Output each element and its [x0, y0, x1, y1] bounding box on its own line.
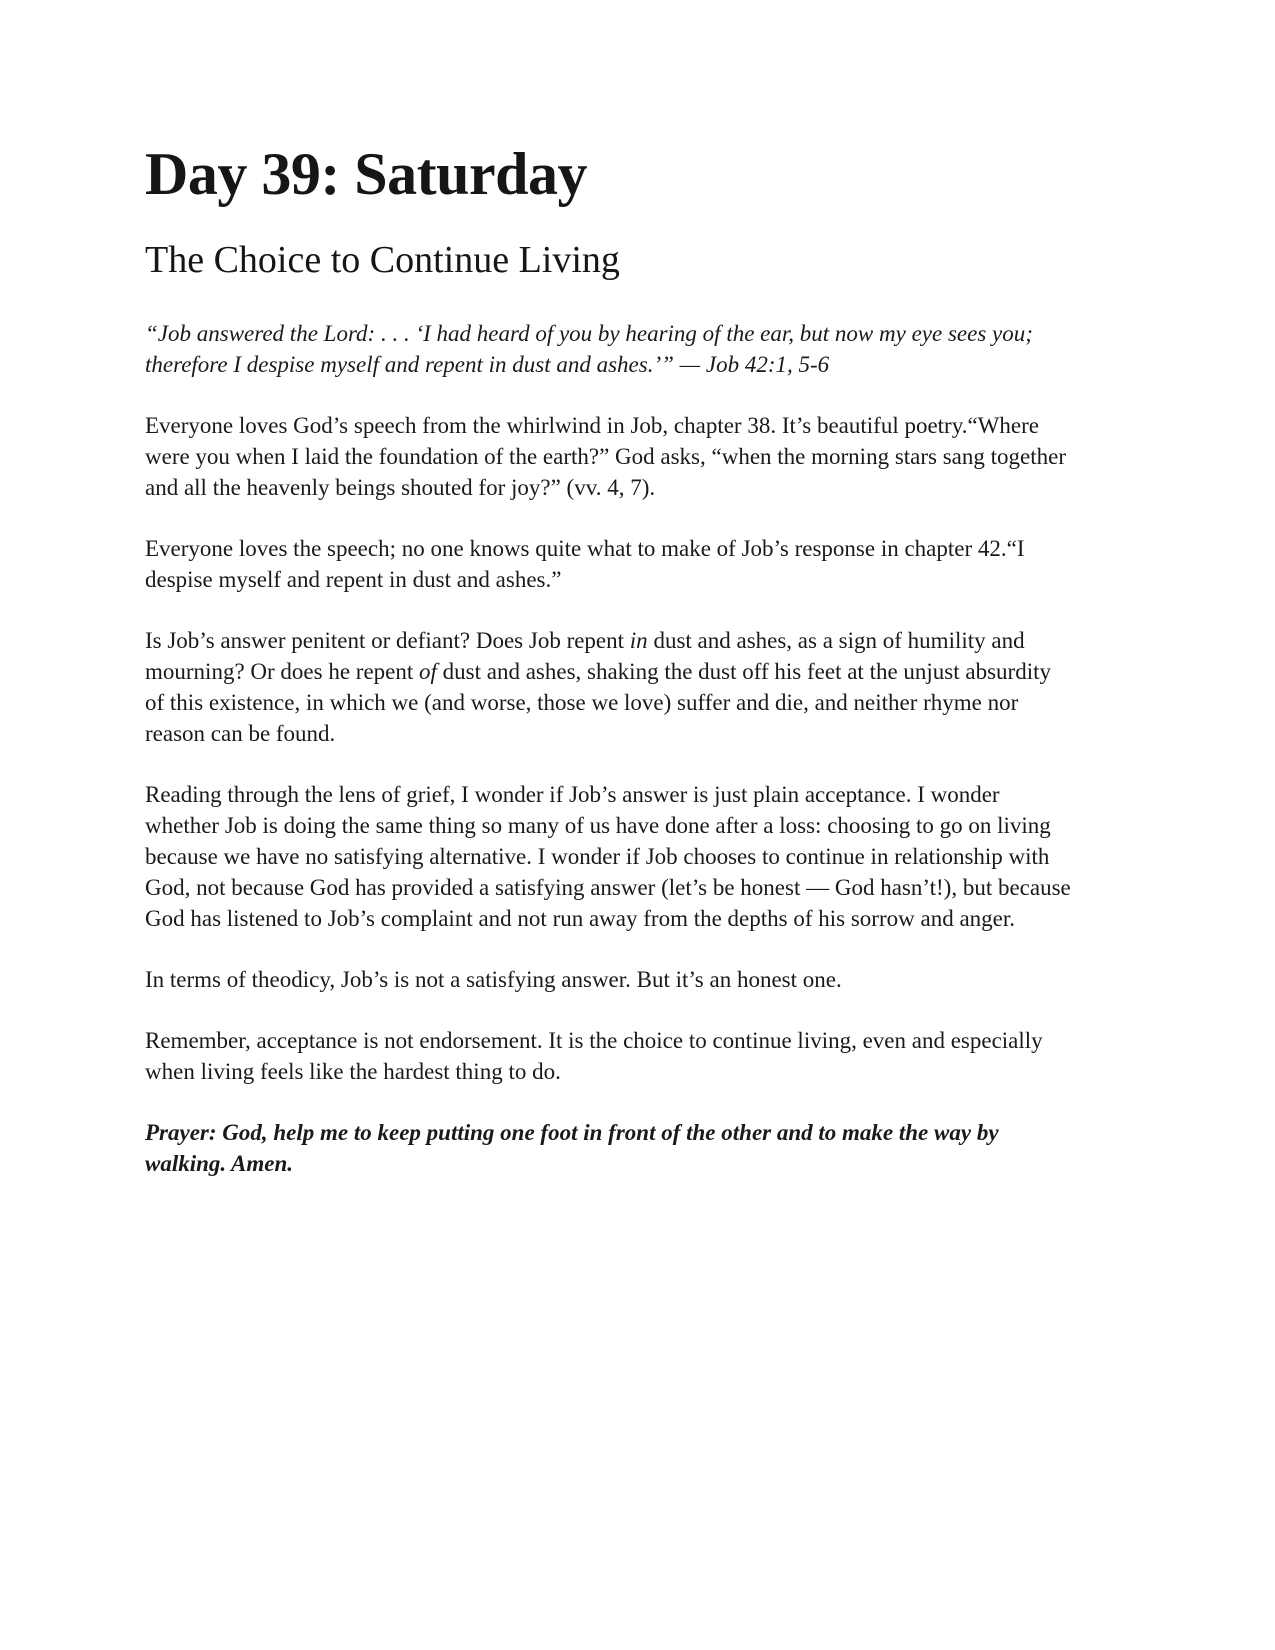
scripture-epigraph: “Job answered the Lord: . . . ‘I had heard of you by hearing of the ear, but now my eye sees you; therefore I despise myself and repent in dust and ashes.’” — Job 42:1, 5-6	[145, 320, 1033, 377]
body-paragraph-4: Reading through the lens of grief, I wonder if Job’s answer is just plain acceptance. I wonder whether Job is doing the same thing so many of us have done after a loss: choosing to go on living because we have no satisfying alternative. I wonder if Job chooses to continue in relationship with God, not because God has provided a satisfying answer (let’s be honest — God hasn’t!), but because God has listened to Job’s complaint and not run away from the depths of his sorrow and anger.	[145, 781, 1071, 931]
page-title: Day 39: Saturday	[145, 141, 588, 207]
body-paragraph-6: Remember, acceptance is not endorsement. It is the choice to continue living, even and especially when living feels like the hardest thing to do.	[145, 1027, 1043, 1084]
body-paragraph-2: Everyone loves the speech; no one knows quite what to make of Job’s response in chapter 42.“I despise myself and repent in dust and ashes.”	[145, 535, 1025, 592]
prayer-paragraph: Prayer: God, help me to keep putting one foot in front of the other and to make the way by walking. Amen.	[145, 1119, 999, 1176]
paragraph-text: Is Job’s answer penitent or defiant? Does Job repent	[145, 627, 630, 653]
section-subtitle: The Choice to Continue Living	[145, 239, 620, 281]
body-paragraph-3	[145, 625, 1075, 749]
emphasized-word-in: in	[629, 627, 648, 653]
paragraph-text: dust and ashes, shaking the dust off his feet at the unjust absurdity of this existence, in which we (and worse, those we love) suffer and die, and neither rhyme nor reason can be found.	[145, 658, 1051, 746]
paragraph-text: dust and ashes, as a sign of humility and mourning? Or does he repent	[145, 627, 1025, 684]
body-paragraph-5: In terms of theodicy, Job’s is not a satisfying answer. But it’s an honest one.	[145, 966, 842, 992]
body-paragraph-1: Everyone loves God’s speech from the whirlwind in Job, chapter 38. It’s beautiful poetry.“Where were you when I laid the foundation of the earth?” God asks, “when the morning stars sang together and all the heavenly beings shouted for joy?” (vv. 4, 7).	[145, 412, 1066, 500]
emphasized-word-of: of	[419, 658, 437, 684]
